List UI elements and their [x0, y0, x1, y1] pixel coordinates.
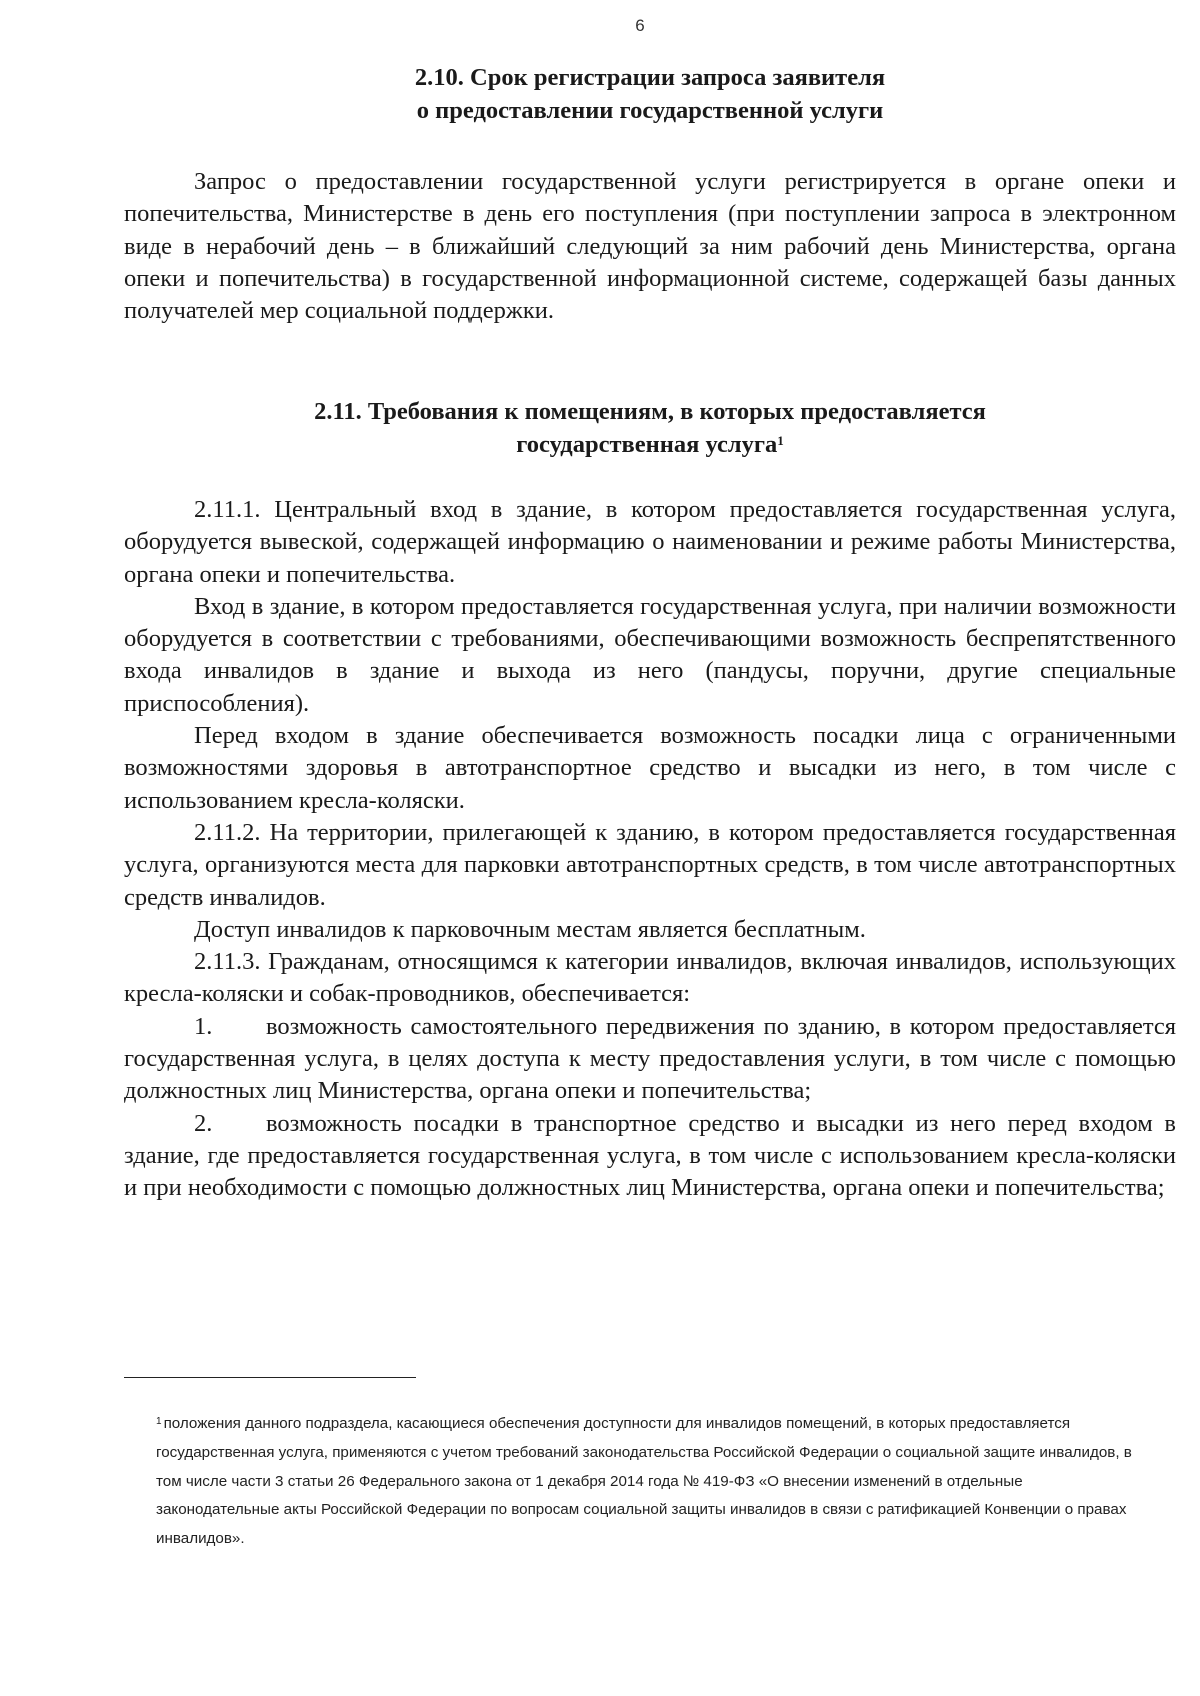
paragraph-2-11-2: 2.11.2. На территории, прилегающей к зданию, в котором предоставляется государственная услуга, организуются места для парковки автотранспортных средств, в том числе автотранспортных средств инвалидов.	[124, 818, 1176, 911]
paragraph-2-11-3: 2.11.3. Гражданам, относящимся к категории инвалидов, включая инвалидов, использующих кресла-коляски и собак-проводников, обеспечивается:	[124, 948, 1176, 1008]
paragraph-2-11-1: 2.11.1. Центральный вход в здание, в котором предоставляется государственная услуга, оборудуется вывеской, содержащей информацию о наименовании и режиме работы Министерства, органа опеки и попечительства.	[124, 496, 1176, 588]
footnote-separator	[124, 1377, 416, 1378]
section-2-10-title-line1: 2.10. Срок регистрации запроса заявителя	[414, 64, 886, 91]
paragraph-entrance-accessibility: Вход в здание, в котором предоставляется государственная услуга, при наличии возможности оборудуется в соответствии с требованиями, обеспечивающими возможность беспрепятственного входа инвалидов в здание и выхода из него (пандусы, поручни, другие специальные приспособления).	[124, 592, 1176, 717]
section-2-10-body	[124, 166, 1176, 327]
section-2-11-title-line2-wrap	[120, 428, 1180, 461]
list-item-number: 2.	[194, 1109, 213, 1137]
section-2-10-paragraph: Запрос о предоставлении государственной услуги регистрируется в органе опеки и попечительства, Министерстве в день его поступления (при поступлении запроса в электронном виде в нерабочий день – в ближайший следующий за ним рабочий день Министерства, органа опеки и попечительства) в государственной информационной системе, содержащей базы данных получателей мер социальной поддержки.	[124, 168, 1176, 325]
list-item-number: 1.	[194, 1012, 213, 1040]
section-2-11-title	[120, 395, 1180, 461]
paragraph-free-parking: Доступ инвалидов к парковочным местам является бесплатным.	[194, 915, 866, 943]
list-item-text: возможность самостоятельного передвижения по зданию, в котором предоставляется государственная услуга, в целях доступа к месту предоставления услуги, в том числе с помощью должностных лиц Министерства, органа опеки и попечительства;	[124, 1012, 1176, 1105]
footnote-mark: 1	[156, 1416, 162, 1427]
list-item-text: возможность посадки в транспортное средство и высадки из него перед входом в здание, где предоставляется государственная услуга, в том числе с использованием кресла-коляски и при необходимости с помощью должностных лиц Министерства, органа опеки и попечительства;	[124, 1109, 1176, 1202]
footnote-reference-mark: 1	[777, 433, 784, 448]
page-number: 6	[635, 16, 645, 35]
footnote-text: положения данного подраздела, касающиеся обеспечения доступности для инвалидов помещений, в которых предоставляется государственная услуга, применяются с учетом требований законодательства Российской Федерации о социальной защите инвалидов, в том числе части 3 статьи 26 Федерального закона от 1 декабря 2014 года № 419-ФЗ «О внесении изменений в отдельные законодательные акты Российской Федерации по вопросам социальной защиты инвалидов в связи с ратификацией Конвенции о правах инвалидов».	[156, 1415, 1132, 1548]
section-2-11-title-line1: 2.11. Требования к помещениям, в которых предоставляется	[314, 398, 986, 425]
list-item	[124, 1108, 1176, 1205]
footnote	[156, 1410, 1146, 1554]
section-2-11-title-line2: государственная услуга	[516, 431, 778, 458]
list-item	[124, 1011, 1176, 1108]
section-2-11-body	[124, 494, 1176, 1205]
section-2-10-title	[120, 61, 1180, 127]
section-2-10-title-line2: о предоставлении государственной услуги	[416, 97, 884, 124]
paragraph-boarding: Перед входом в здание обеспечивается возможность посадки лица с ограниченными возможностями здоровья в автотранспортное средство и высадки из него, в том числе с использованием кресла-коляски.	[124, 722, 1176, 814]
